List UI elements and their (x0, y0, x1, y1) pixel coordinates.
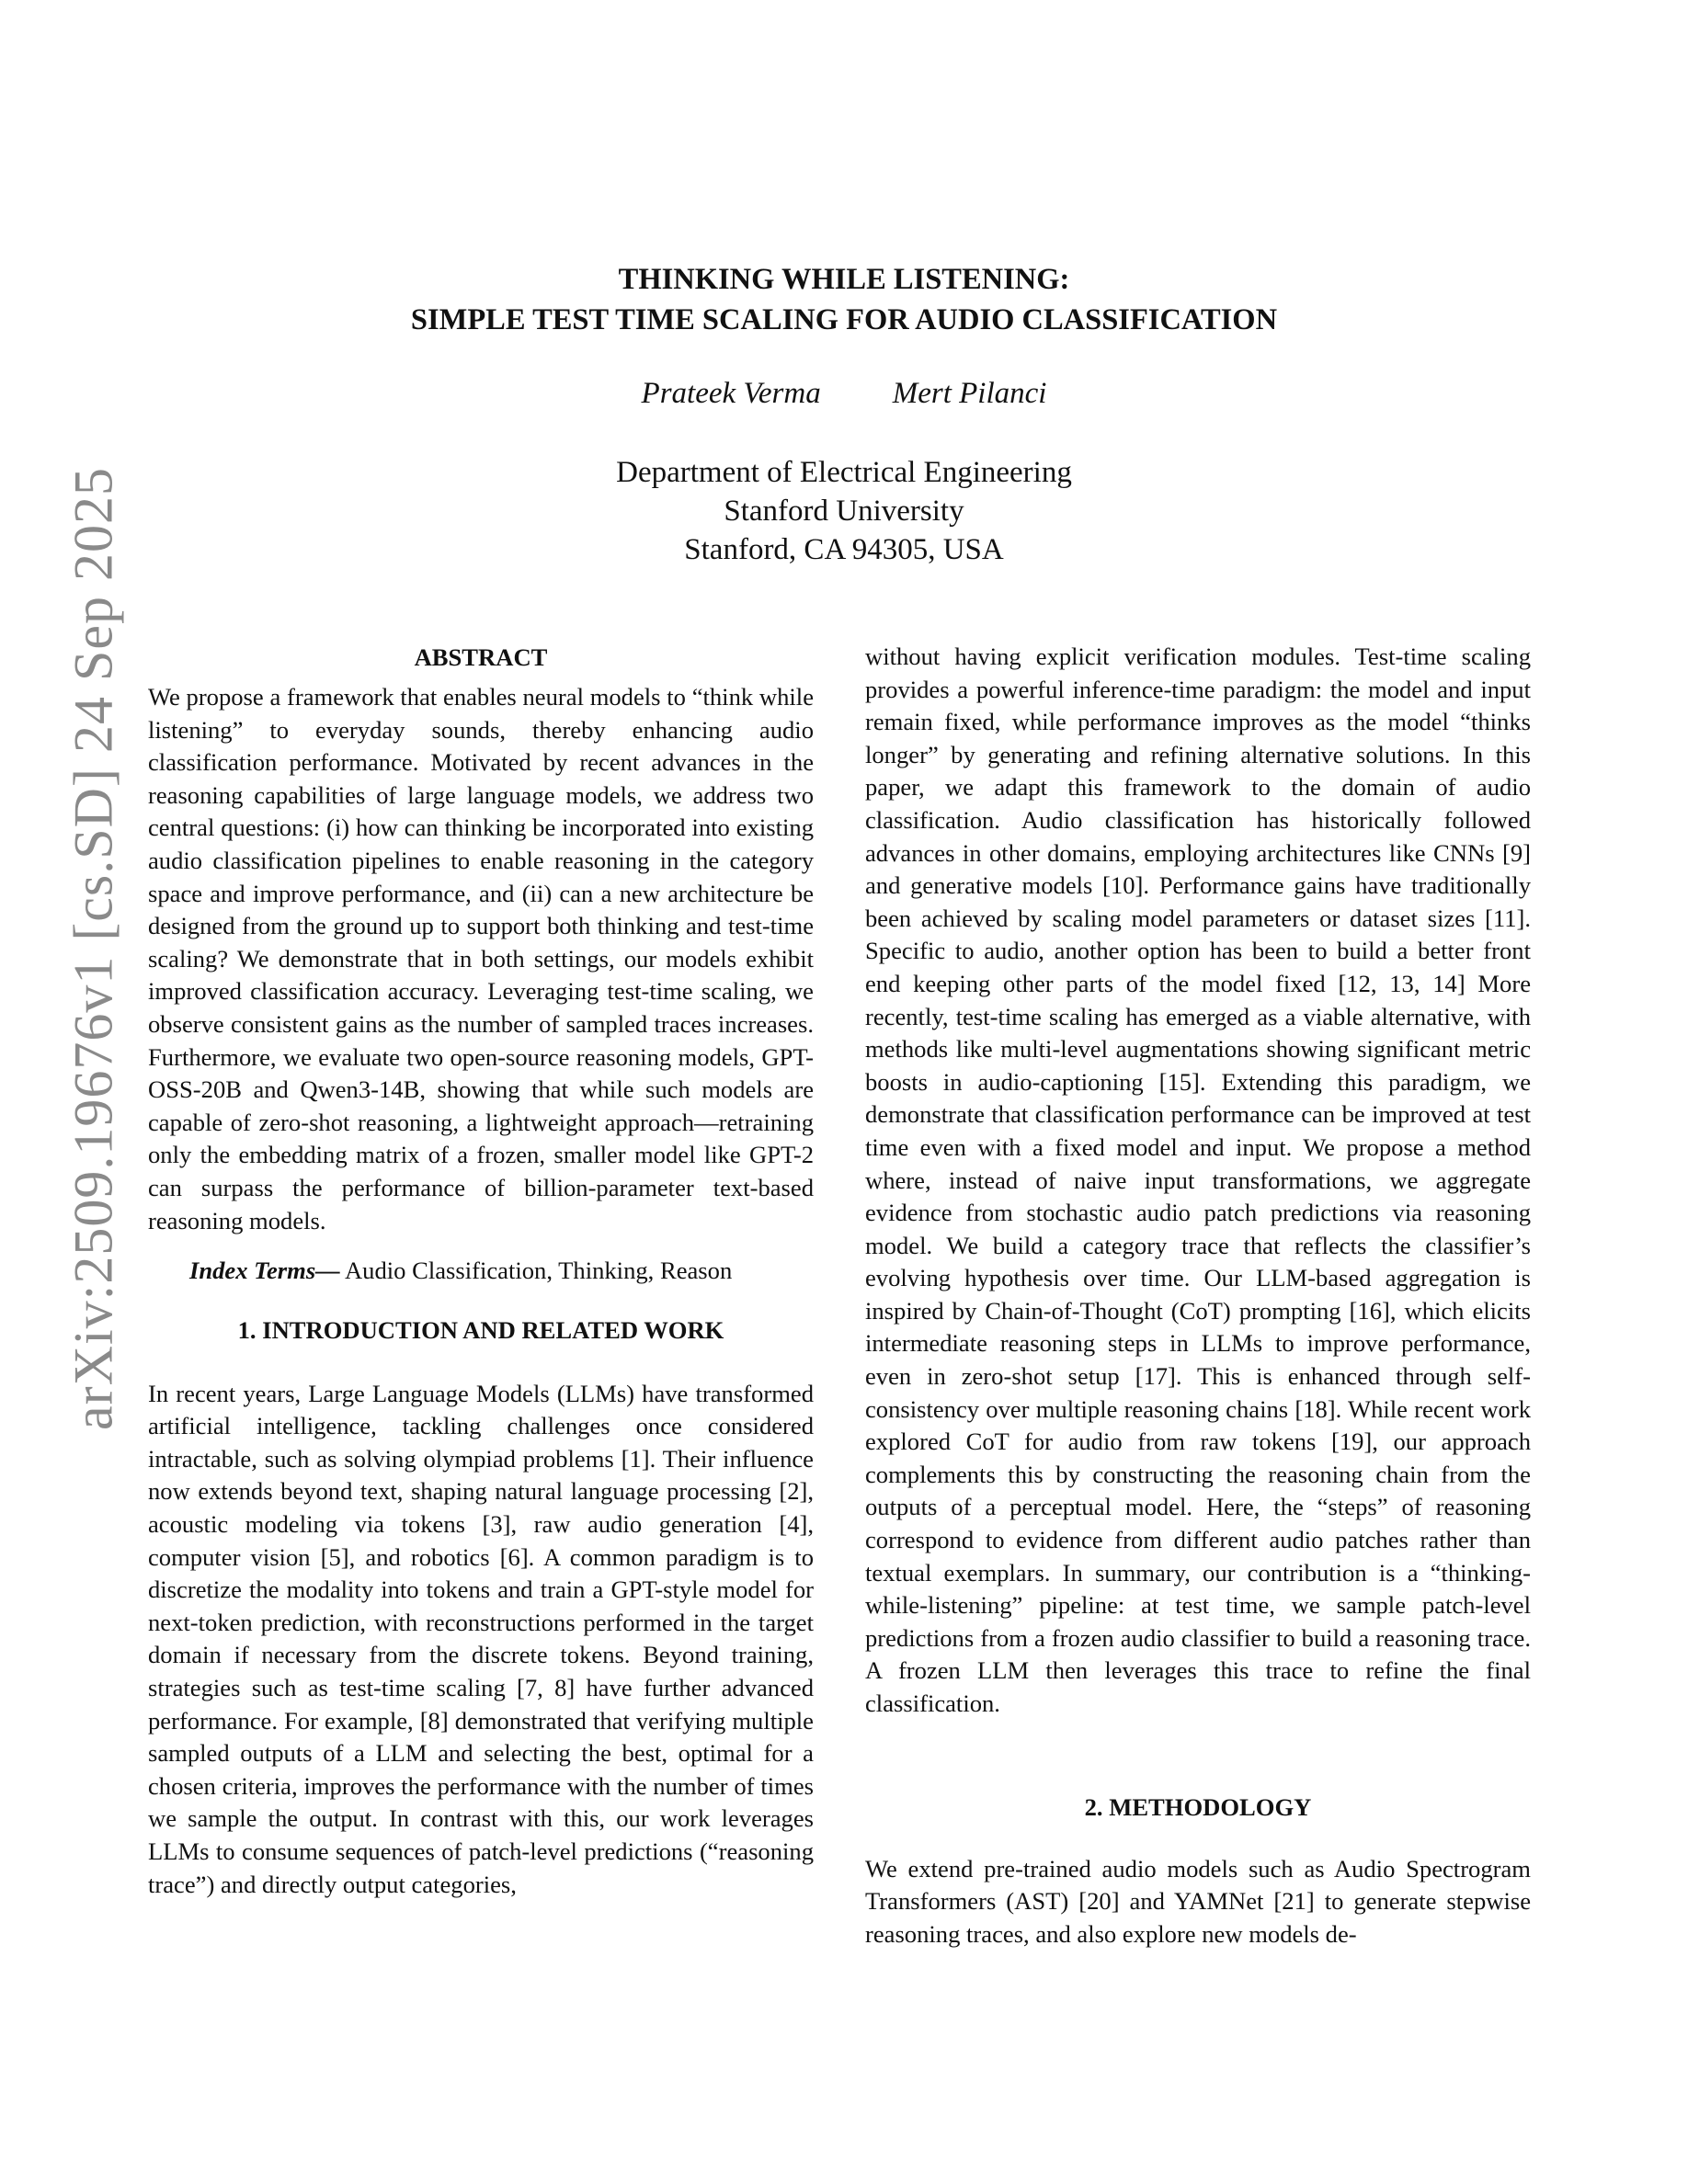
affiliation-department: Department of Electrical Engineering (616, 456, 1072, 489)
right-column (865, 641, 1531, 1951)
arxiv-identifier: arXiv:2509.19676v1 [cs.SD] 24 Sep 2025 (63, 467, 124, 1430)
affiliation-university: Stanford University (724, 495, 964, 528)
author-name: Prateek Verma (641, 377, 821, 410)
affiliation-location: Stanford, CA 94305, USA (684, 533, 1004, 566)
index-terms-label: Index Terms— (189, 1257, 340, 1285)
author-list (0, 377, 1688, 411)
paper-title (0, 259, 1688, 340)
section-2-heading: 2. METHODOLOGY (1084, 1792, 1312, 1821)
index-terms-text: Audio Classification, Thinking, Reason (339, 1257, 733, 1285)
abstract-text: We propose a framework that enables neural models to “think while listening” to everyday sounds, thereby enhancing audio classification performance. Motivated by recent advances in the reasoning capabilities of large language models, we address two central questions: (i) how can thinking be incorporated into existing audio classification pipelines to enable reasoning in the category space and improve performance, and (ii) can a new architecture be designed from the ground up to support both thinking and test-time scaling? We demonstrate that in both settings, our models exhibit improved classification accuracy. Leveraging test-time scaling, we observe consistent gains as the number of sampled traces increases. Furthermore, we evaluate two open-source reasoning models, GPT-OSS-20B and Qwen3-14B, showing that while such models are capable of zero-shot reasoning, a lightweight approach—retraining only the embedding matrix of a frozen, smaller model like GPT-2 can surpass the performance of billion-parameter text-based reasoning models. (148, 683, 814, 1234)
section-1-continuation: without having explicit verification modules. Test-time scaling provides a powerful inference-time paradigm: the model and input remain fixed, while performance improves as the model “thinks longer” by generating and refining alternative solutions. In this paper, we adapt this framework to the domain of audio classification. Audio classification has historically followed advances in other domains, employing architectures like CNNs [9] and generative models [10]. Performance gains have traditionally been achieved by scaling model parameters or dataset sizes [11]. Specific to audio, another option has been to build a better front end keeping other parts of the model fixed [12, 13, 14] More recently, test-time scaling has emerged as a viable alternative, with methods like multi-level augmentations showing significant metric boosts in audio-captioning [15]. Extending this paradigm, we demonstrate that classification performance can be improved at test time even with a fixed model and input. We propose a method where, instead of naive input transformations, we aggregate evidence from stochastic audio patch predictions via reasoning model. We build a category trace that reflects the classifier’s evolving hypothesis over time. Our LLM-based aggregation is inspired by Chain-of-Thought (CoT) prompting [16], which elicits intermediate reasoning steps in LLMs to improve performance, even in zero-shot setup [17]. This is enhanced through self-consistency over multiple reasoning chains [18]. While recent work explored CoT for audio from raw tokens [19], our approach complements this by constructing the reasoning chain from the outputs of a perceptual model. Here, the “steps” of reasoning correspond to evidence from different audio patches rather than textual exemplars. In summary, our contribution is a “thinking-while-listening” pipeline: at test time, we sample patch-level predictions from a frozen audio classifier to build a reasoning trace. A frozen LLM then leverages this trace to refine the final classification. (865, 643, 1531, 1717)
abstract-heading: ABSTRACT (414, 643, 548, 671)
title-line-2: SIMPLE TEST TIME SCALING FOR AUDIO CLASSIFICATION (410, 303, 1278, 336)
author-name: Mert Pilanci (892, 377, 1047, 410)
section-2-text: We extend pre-trained audio models such as Audio Spectrogram Transformers (AST) [20] and YAMNet [21] to generate stepwise reasoning traces, and also explore new models de- (865, 1854, 1531, 1948)
index-terms (148, 1255, 814, 1288)
left-column (148, 641, 814, 1901)
title-line-1: THINKING WHILE LISTENING: (618, 263, 1070, 296)
section-1-heading: 1. INTRODUCTION AND RELATED WORK (237, 1315, 724, 1344)
section-1-text: In recent years, Large Language Models (LLMs) have transformed artificial intelligence, tackling challenges once considered intractable, such as solving olympiad problems [1]. Their influence now extends beyond text, shaping natural language processing [2], acoustic modeling via tokens [3], raw audio generation [4], computer vision [5], and robotics [6]. A common paradigm is to discretize the modality into tokens and train a GPT-style model for next-token prediction, with reconstructions performed in the target domain if necessary from the discrete tokens. Beyond training, strategies such as test-time scaling [7, 8] have further advanced performance. For example, [8] demonstrated that verifying multiple sampled outputs of a LLM and selecting the best, optimal for a chosen criteria, improves the performance with the number of times we sample the output. In contrast with this, our work leverages LLMs to consume sequences of patch-level predictions (“reasoning trace”) and directly output categories, (148, 1379, 814, 1898)
affiliation (0, 453, 1688, 569)
